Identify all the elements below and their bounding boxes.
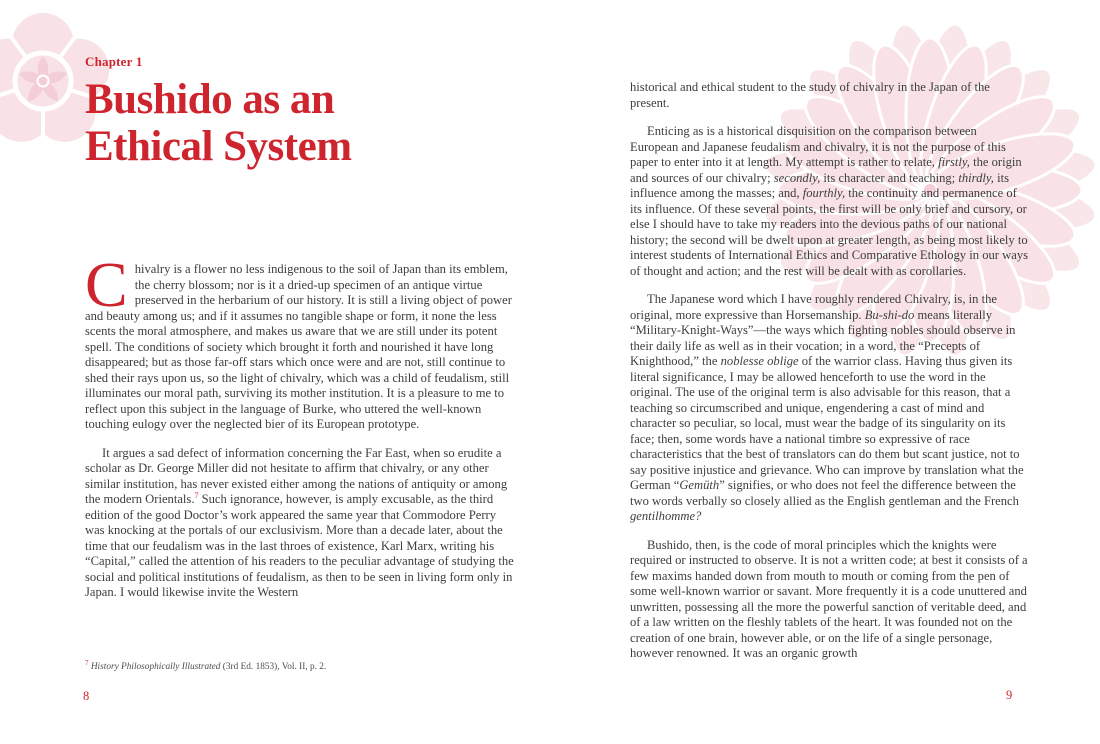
paragraph: Bushido, then, is the code of moral principles which the knights were required or instructed to observe. It is not a written code; at best it consists of a few maxims handed down from mouth to mouth or coming from the pen of some well-known warrior or savant. More frequently it is a code unuttered and unwritten, possessing all the more the powerful sanction of veritable deed, and of a law written on the fleshly tablets of the heart. It was founded not on the creation of one brain, however able, or on the life of a single personage, however renowned. It was an organic growth [630,537,1028,660]
page-title [85,76,517,170]
footnote: $^7$ History Philosophically Illustrated (3rd Ed. 1853), Vol. II, p. 2. [85,658,327,672]
title-line-2: Ethical System [85,123,352,170]
chapter-label: Chapter 1 [85,54,143,69]
left-page [85,54,517,614]
drop-cap: C [85,249,128,320]
paragraph: Enticing as is a historical disquisition on the comparison between European and Japanese feudalism and chivalry, it is not the purpose of this paper to enter into it at length. My attempt is rather to relate, firstly, the origin and sources of our chivalry; secondly, its character and teaching; thirdly, its influence among the masses; and, fourthly, the continuity and permanence of its influence. Of these several points, the first will be only brief and cursory, or else I should have to take my readers into the devious paths of our national history; the second will be dwelt upon at greater length, as being most likely to interest students of International Ethics and Comparative Ethology in our ways of thought and action; and the rest will be dealt with as corollaries. [630,124,1029,278]
paragraph [85,249,517,433]
paragraph-text: hivalry is a flower no less indigenous to the soil of Japan than its emblem, the cherry blossom; nor is it a dried-up specimen of an antique virtue preserved in the herbarium of our history. It is still a living object of power and beauty among us; and if it assumes no tangible shape or form, it none the less scents the moral atmosphere, and makes us aware that we are still under its potent spell. The conditions of society which brought it forth and nourished it have long disappeared; but as those far-off stars which once were and are not, still continue to shed their rays upon us, so the light of chivalry, which was a child of feudalism, still illuminates our moral path, surviving its mother institution. It is a pleasure to me to reflect upon this subject in the language of Burke, who uttered the well-known touching eulogy over the neglected bier of its European prototype. [85,262,512,431]
page-number-right: 9 [1006,688,1013,702]
right-page [630,80,1028,675]
page-number-left: 8 [83,689,90,703]
paragraph: It argues a sad defect of information concerning the Far East, when so erudite a scholar as Dr. George Miller did not hesitate to affirm that chivalry, or any other similar institution, has never existed either among the nations of antiquity or among the modern Orientals.$^7$ Such ignorance, however, is amply excusable, as the third edition of the good Doctor’s work appeared the same year that Commodore Perry was knocking at the portals of our exclusivism. More than a decade later, about the time that our feudalism was in the last throes of existence, Karl Marx, writing his “Capital,” called the attention of his readers to the peculiar advantage of studying the social and political institutions of feudalism, as then to be seen in living form only in Japan. I would likewise invite the Western [85,445,514,599]
left-body-text [85,249,517,601]
title-line-1: Bushido as an [85,76,335,123]
paragraph: The Japanese word which I have roughly rendered Chivalry, is, in the original, more expressive than Horsemanship. Bu-shi-do means literally “Military-Knight-Ways”—the ways which fighting nobles should observe in their daily life as well as in their vocation; in a word, the “Precepts of Knighthood,” the noblesse oblige of the warrior class. Having thus given its literal significance, I may be allowed henceforth to use the word in the original. The use of the original term is also advisable for this reason, that a teaching so circumscribed and unique, engendering a cast of mind and character so peculiar, so local, must wear the badge of its singularity on its face; then, some words have a national timbre so expressive of race characteristics that the best of translators can do them but scant justice, not to say positive injustice and grievance. Who can improve by translation what the German “Gemüth” signifies, or who does not feel the difference between the two words verbally so closely allied as the English gentleman and the French gentilhomme? [630,292,1024,523]
paragraph: historical and ethical student to the study of chivalry in the Japan of the present. [630,80,990,110]
